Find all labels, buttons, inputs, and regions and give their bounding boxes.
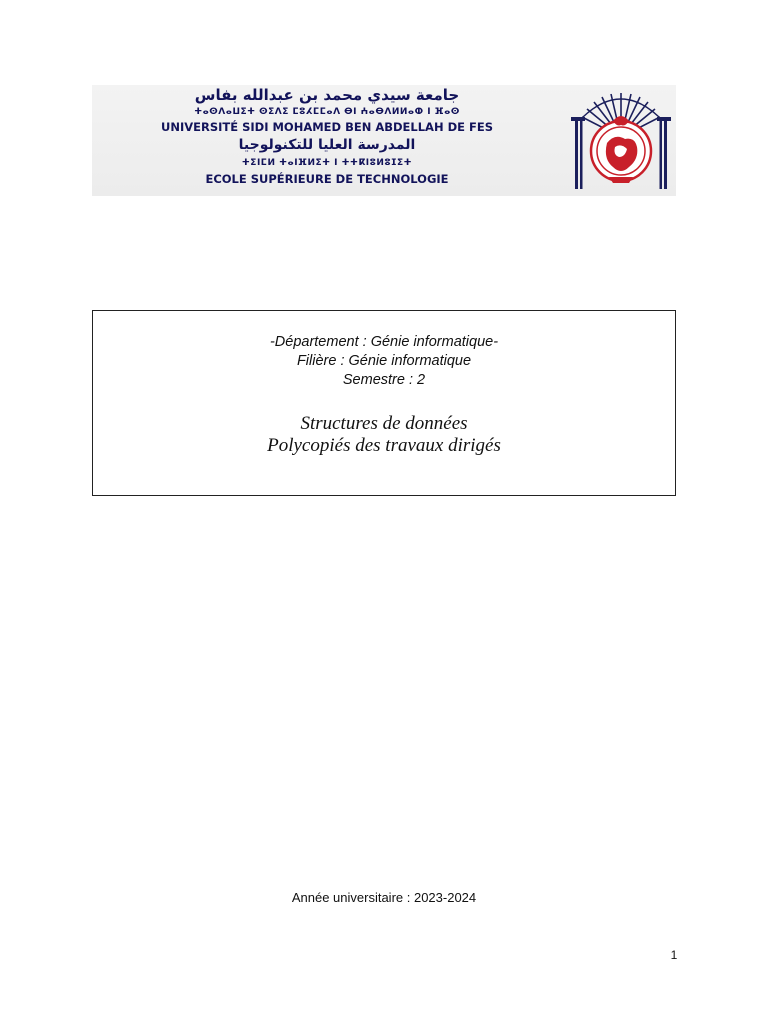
tifinagh-university-name: ⵜⴰⵙⴷⴰⵡⵉⵜ ⵙⵉⴷⵉ ⵎⵓⵃⵎⵎⴰⴷ ⴱⵏ ⵄⴰⴱⴷⵍⵍⴰⵀ ⵏ ⴼⴰⵙ bbox=[194, 107, 460, 117]
arabic-school-name: المدرسة العليا للتكنولوجيا bbox=[238, 137, 416, 153]
academic-year: Année universitaire : 2023-2024 bbox=[291, 890, 477, 905]
course-subtitle: Polycopiés des travaux dirigés bbox=[267, 435, 501, 456]
course-title: Structures de données bbox=[300, 413, 468, 434]
university-header-banner bbox=[92, 85, 676, 196]
french-school-name: ECOLE SUPÉRIEURE DE TECHNOLOGIE bbox=[205, 172, 449, 186]
semester-label: Semestre : 2 bbox=[342, 372, 426, 388]
filiere-label: Filière : Génie informatique bbox=[296, 353, 472, 369]
department-label: -Département : Génie informatique- bbox=[269, 334, 499, 350]
university-header-text bbox=[92, 85, 562, 196]
university-crest-logo bbox=[569, 87, 673, 194]
arabic-university-name: جامعة سيدي محمد بن عبدالله بفاس bbox=[194, 86, 460, 104]
page-number: 1 bbox=[670, 948, 678, 962]
course-info-box bbox=[92, 310, 676, 496]
tifinagh-school-name: ⵜⵉⵏⵎⵍ ⵜⴰⵏⴼⵍⵉⵜ ⵏ ⵜⵜⴽⵏⵓⵍⵓⵊⵉⵜ bbox=[241, 158, 413, 168]
french-university-name: UNIVERSITÉ SIDI MOHAMED BEN ABDELLAH DE FES bbox=[160, 120, 493, 134]
